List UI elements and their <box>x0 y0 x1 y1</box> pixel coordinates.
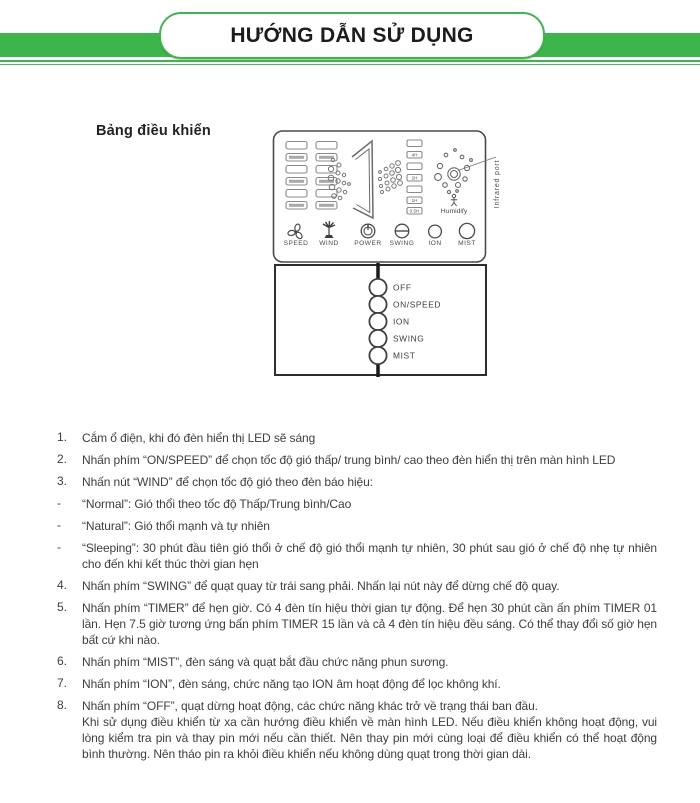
list-item <box>57 474 657 490</box>
list-item <box>57 540 657 572</box>
list-item <box>57 496 657 512</box>
list-marker: 3. <box>57 474 68 488</box>
remote-off-button <box>369 279 386 296</box>
list-marker: - <box>57 496 61 510</box>
remote-off-label: OFF <box>393 282 412 293</box>
instructions-list <box>57 430 657 768</box>
list-marker: - <box>57 540 61 554</box>
list-item <box>57 452 657 468</box>
list-marker: 8. <box>57 698 68 712</box>
list-item <box>57 600 657 648</box>
list-item <box>57 518 657 534</box>
remote-mist-button <box>369 347 386 364</box>
ion-button-label: ION <box>428 240 442 247</box>
timer-led-2h: 2H <box>411 175 418 181</box>
wind-button-label: WIND <box>319 240 339 247</box>
infrared-port-label: Infrared port <box>494 159 501 209</box>
remote-ion-button <box>369 313 386 330</box>
remote-onspeed-label: ON/SPEED <box>393 299 442 310</box>
remote-ion-label: ION <box>393 316 410 327</box>
list-marker: - <box>57 518 61 532</box>
page-title: HƯỚNG DẪN SỬ DỤNG <box>230 23 474 47</box>
power-button-label: POWER <box>354 240 382 247</box>
list-text: Nhấn phím “ION”, đèn sáng, chức năng tạo ION âm hoạt động để lọc không khí. <box>82 677 501 691</box>
timer-led-1h: 1H <box>411 198 418 204</box>
list-item <box>57 654 657 670</box>
list-marker: 7. <box>57 676 68 690</box>
list-marker: 2. <box>57 452 68 466</box>
header-rule-bottom <box>0 64 700 66</box>
remote-onspeed-button <box>369 296 386 313</box>
speed-button-label: SPEED <box>283 240 309 247</box>
list-marker: 6. <box>57 654 68 668</box>
list-text-main: Nhấn phím “OFF”, quạt dừng hoạt động, các chức năng khác trở về trạng thái ban đầu. <box>82 699 538 713</box>
list-text: Cắm ổ điện, khi đó đèn hiển thị LED sẽ sáng <box>82 431 316 445</box>
list-item <box>57 578 657 594</box>
list-text: “Normal”: Gió thổi theo tốc độ Thấp/Trung bình/Cao <box>82 497 352 511</box>
list-text: Nhấn phím “MIST”, đèn sáng và quạt bắt đầu chức năng phun sương. <box>82 655 449 669</box>
list-text: Nhấn phím “ON/SPEED” để chọn tốc độ gió thấp/ trung bình/ cao theo đèn hiển thị trên màn hình LED <box>82 453 616 467</box>
timer-led-4h: 4H <box>411 152 418 158</box>
remote-swing-button <box>369 330 386 347</box>
list-text: “Sleeping”: 30 phút đầu tiên gió thổi ở chế độ gió thổi mạnh tự nhiên, 30 phút sau gió ở chế độ nhẹ tự nhiên cho đến khi kết thúc thời gian hẹn <box>82 541 657 571</box>
list-text: Nhấn phím “TIMER” để hẹn giờ. Có 4 đèn tín hiệu thời gian tự động. Để hẹn 30 phút cần ấn phím TIMER 01 lần. Hẹn 7.5 giờ tương ứng bấn phím TIMER 15 lần và cả 4 đèn tín hiệu đều sáng. Có thể thay đổi số giờ hẹn bất cứ khi nào. <box>82 601 657 647</box>
header-rule-top <box>0 60 700 62</box>
list-marker: 5. <box>57 600 68 614</box>
list-text: Nhấn nút “WIND” để chọn tốc độ gió theo đèn báo hiệu: <box>82 475 373 489</box>
timer-led-05h: 0.5H <box>409 208 420 214</box>
mist-button-label: MIST <box>458 240 476 247</box>
list-text-note: Khi sử dụng điều khiển từ xa cần hướng điều khiển về màn hình LED. Nếu điều khiển không hoạt động, vui lòng kiểm tra pin và thay pin mới nếu cần thiết. Nên thay pin mới cùng loại để điều khiển có thể hoạt động bình thường. Nên tháo pin ra khỏi điều khiển nếu không dùng quạt trong thời gian dài. <box>82 715 657 761</box>
list-text: Nhấn phím “SWING” để quạt quay từ trái sang phải. Nhấn lại nút này để dừng chế độ quay. <box>82 579 560 593</box>
list-item <box>57 676 657 692</box>
list-item <box>57 430 657 446</box>
humidify-label: Humidify <box>440 208 468 215</box>
swing-button-label: SWING <box>389 240 415 247</box>
list-marker: 4. <box>57 578 68 592</box>
control-panel-diagram <box>268 124 508 384</box>
title-pill <box>159 12 545 59</box>
list-marker: 1. <box>57 430 68 444</box>
list-item <box>57 698 657 762</box>
section-label: Bảng điều khiển <box>96 123 211 139</box>
remote-mist-label: MIST <box>393 350 416 361</box>
list-text <box>82 698 657 762</box>
remote-swing-label: SWING <box>393 333 425 344</box>
remote-buttons <box>369 279 386 364</box>
list-text: “Natural”: Gió thổi mạnh và tự nhiên <box>82 519 270 533</box>
